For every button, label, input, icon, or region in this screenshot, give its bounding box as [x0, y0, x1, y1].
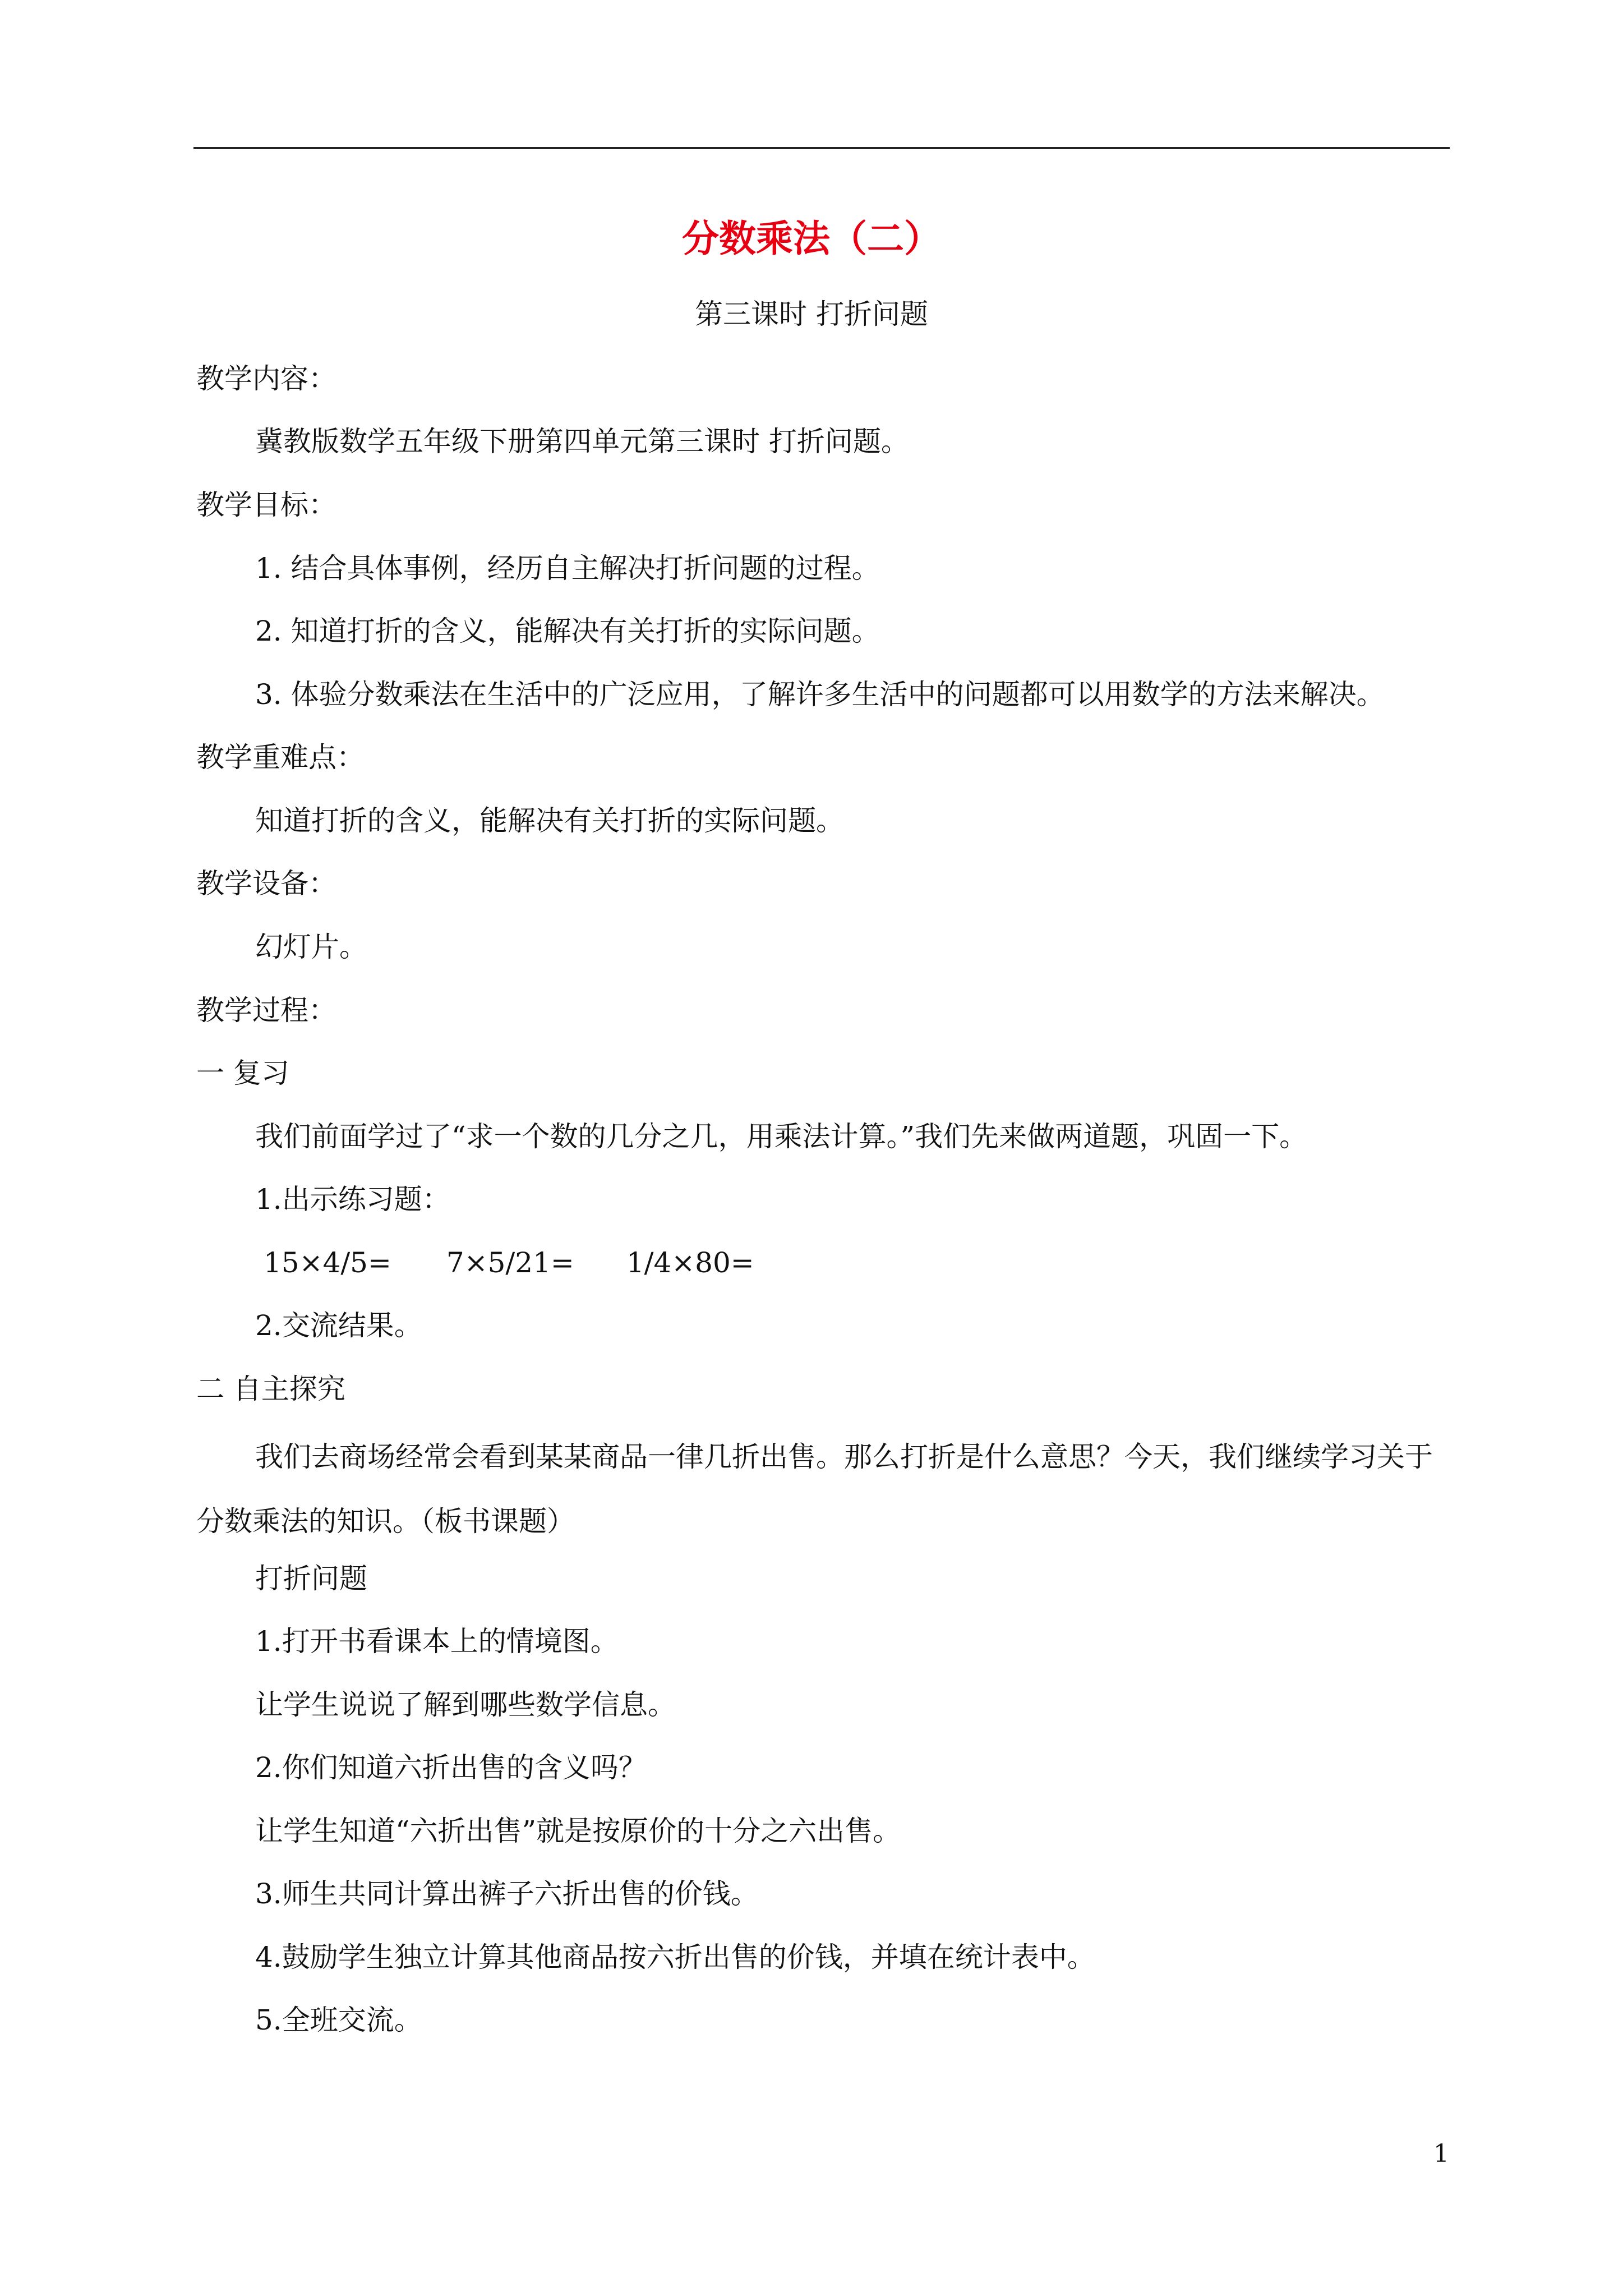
- exercise-row: [264, 1243, 754, 1282]
- review-step-1: 1.出示练习题：: [255, 1183, 450, 1216]
- equipment-text: 幻灯片。: [255, 931, 367, 963]
- page-number: 1: [1433, 2139, 1449, 2168]
- review-step-2: 2.交流结果。: [255, 1309, 422, 1342]
- review-intro: 我们前面学过了“求一个数的几分之几，用乘法计算。”我们先来做两道题，巩固一下。: [255, 1120, 1308, 1153]
- goal-item-2: 2. 知道打折的含义，能解决有关打折的实际问题。: [255, 615, 880, 647]
- goal-item-3: 3. 体验分数乘法在生活中的广泛应用，了解许多生活中的问题都可以用数学的方法来解决。: [255, 678, 1385, 711]
- explore-step-3: 3.师生共同计算出裤子六折出售的价钱。: [255, 1878, 759, 1910]
- exercise-3: 1/4×80=: [626, 1246, 754, 1279]
- explore-step-5: 5.全班交流。: [255, 2004, 422, 2036]
- explore-step-1: 1.打开书看课本上的情境图。: [255, 1625, 619, 1658]
- review-heading: 一 复习: [196, 1057, 289, 1089]
- page-title: 分数乘法（二）: [682, 217, 941, 260]
- exercise-2: 7×5/21=: [446, 1246, 574, 1279]
- exercise-1: 15×4/5=: [264, 1246, 391, 1279]
- content-text: 冀教版数学五年级下册第四单元第三课时 打折问题。: [255, 425, 909, 458]
- explore-step-2-note: 让学生知道“六折出售”就是按原价的十分之六出售。: [255, 1815, 901, 1847]
- explore-step-2: 2.你们知道六折出售的含义吗？: [255, 1751, 647, 1784]
- header-rule: [193, 147, 1450, 149]
- goals-heading: 教学目标：: [196, 489, 336, 521]
- difficulty-text: 知道打折的含义，能解决有关打折的实际问题。: [255, 804, 844, 837]
- explore-topic: 打折问题: [255, 1562, 367, 1595]
- goal-item-1: 1. 结合具体事例，经历自主解决打折问题的过程。: [255, 552, 880, 585]
- explore-heading: 二 自主探究: [196, 1373, 345, 1405]
- content-heading: 教学内容：: [196, 362, 336, 395]
- difficulty-heading: 教学重难点：: [196, 741, 365, 774]
- page-subtitle: 第三课时 打折问题: [695, 298, 928, 330]
- equipment-heading: 教学设备：: [196, 867, 336, 900]
- process-heading: 教学过程：: [196, 994, 336, 1027]
- explore-step-1-note: 让学生说说了解到哪些数学信息。: [255, 1688, 676, 1721]
- explore-intro: 我们去商场经常会看到某某商品一律几折出售。那么打折是什么意思？今天，我们继续学习关于分数乘法的知识。（板书课题）: [196, 1441, 1433, 1538]
- explore-step-4: 4.鼓励学生独立计算其他商品按六折出售的价钱，并填在统计表中。: [255, 1941, 1095, 1973]
